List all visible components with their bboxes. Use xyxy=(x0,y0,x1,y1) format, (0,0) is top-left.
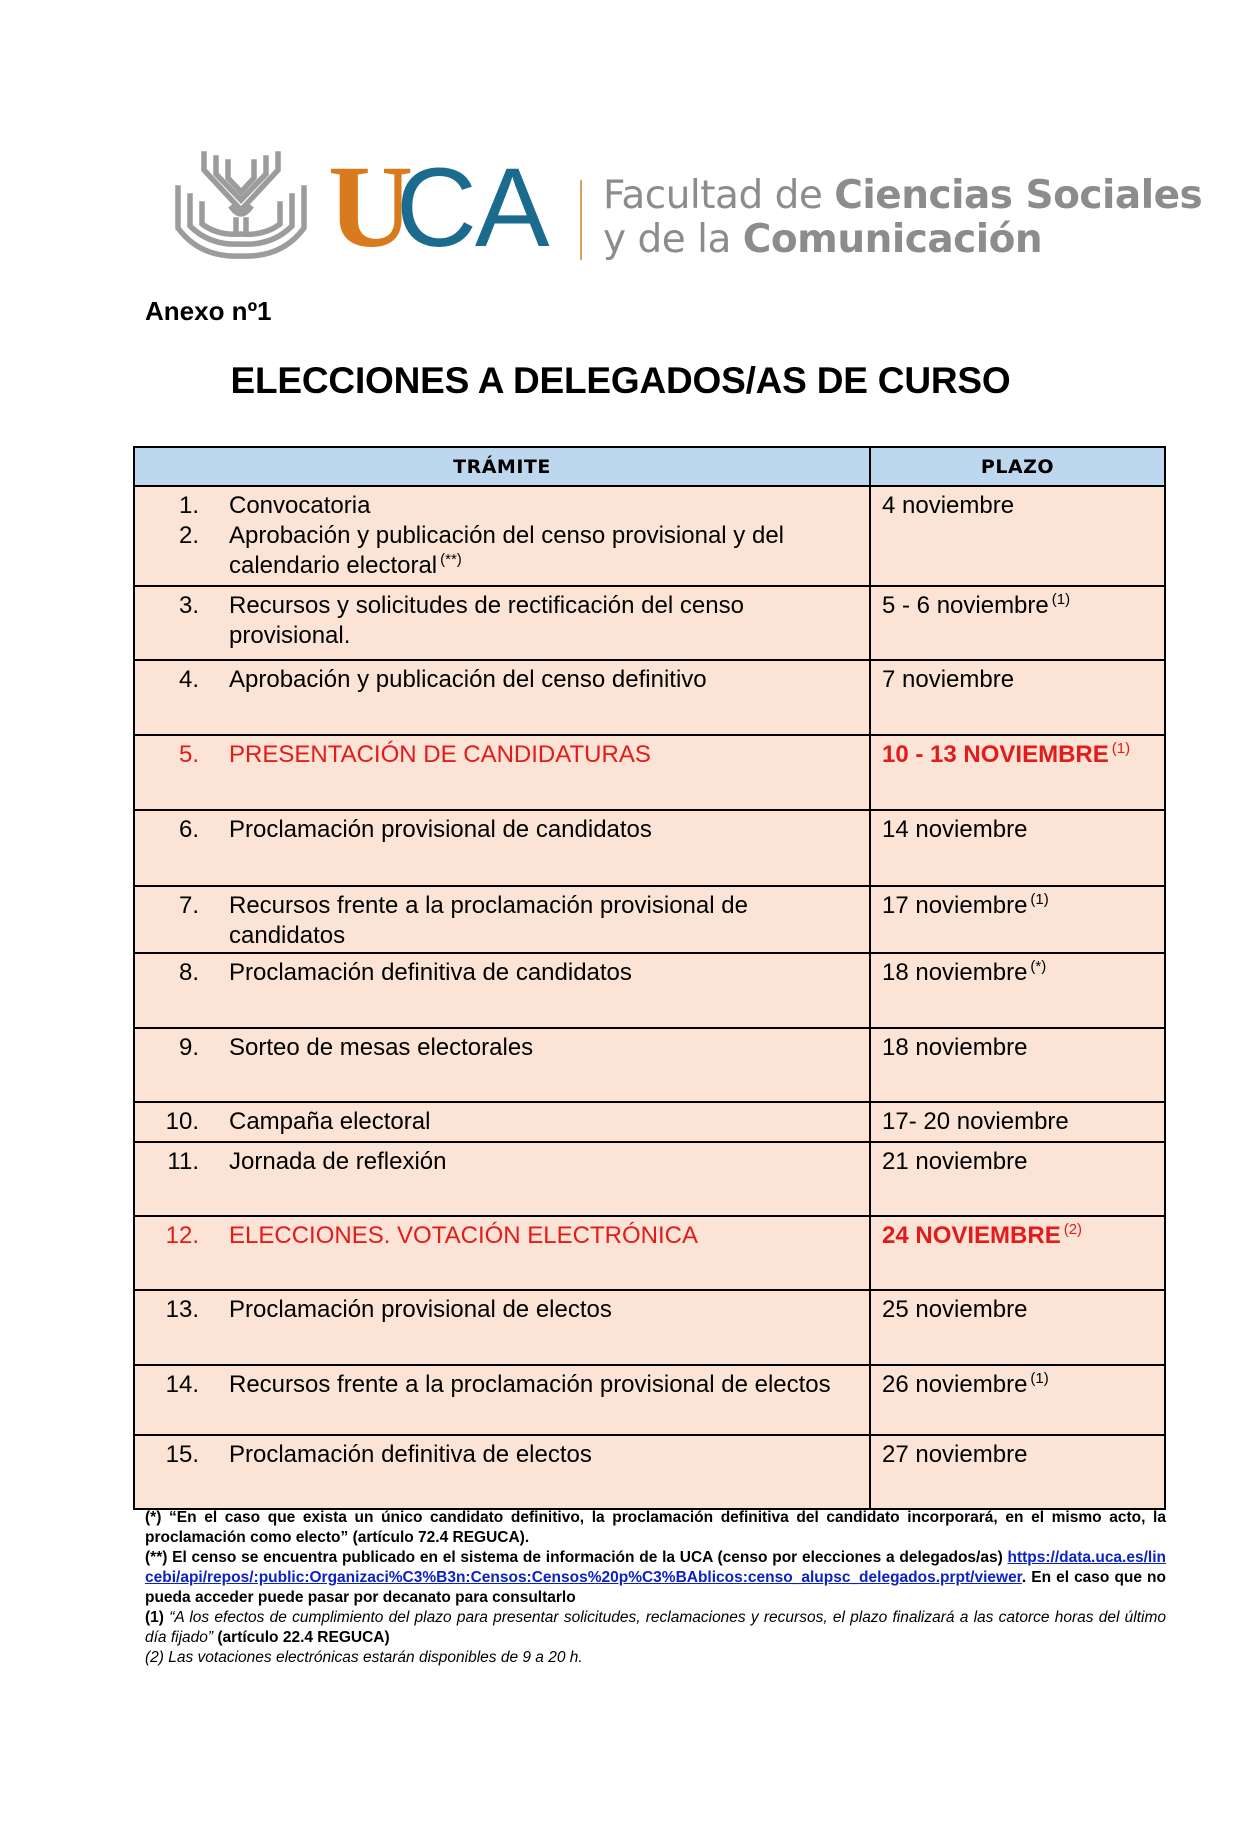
footnote-reference: (1) xyxy=(1030,1370,1049,1387)
step-item xyxy=(135,1291,869,1325)
step-cell xyxy=(135,887,871,952)
deadline xyxy=(871,587,1164,621)
faculty-name xyxy=(603,174,1202,262)
deadline-cell xyxy=(871,1103,1164,1141)
deadline-cell xyxy=(871,1366,1164,1434)
deadline-cell xyxy=(871,1029,1164,1101)
step-description xyxy=(229,740,869,770)
step-item xyxy=(135,736,869,770)
footnote-mark: (1) xyxy=(145,1609,164,1626)
footnote-text: (2) Las votaciones electrónicas estarán disponibles de 9 a 20 h. xyxy=(145,1649,583,1666)
deadline-text: 27 noviembre xyxy=(882,1441,1028,1468)
header-step: TRÁMITE xyxy=(453,455,551,478)
footnote-reference: (*) xyxy=(1030,958,1047,975)
footnote-mark: (**) xyxy=(145,1549,168,1566)
step-item xyxy=(135,487,869,521)
step-text: Campaña electoral xyxy=(229,1108,431,1135)
step-description xyxy=(229,665,869,695)
step-cell xyxy=(135,1029,871,1101)
table-header-row xyxy=(135,448,1164,485)
footnote-reference: (1) xyxy=(1111,740,1131,757)
header-cell-step xyxy=(135,448,871,485)
deadline xyxy=(871,1291,1164,1325)
logo-divider xyxy=(580,180,582,260)
faculty-line2-bold: Comunicación xyxy=(742,217,1043,262)
table-row xyxy=(135,885,1164,952)
deadline-text: 4 noviembre xyxy=(882,492,1015,519)
schedule-table xyxy=(133,446,1166,1510)
deadline xyxy=(871,1436,1164,1470)
deadline-text: 5 - 6 noviembre xyxy=(882,592,1049,619)
step-description xyxy=(229,815,869,845)
faculty-line1-bold: Ciencias Sociales xyxy=(834,173,1203,218)
step-item xyxy=(135,811,869,845)
deadline xyxy=(871,1103,1164,1137)
footnote-text: “En el caso que exista un único candidato definitivo, la proclamación definitiva del candidato incorporará, en el mismo acto, la proclamación como electo” (artículo 72.4 REGUCA). xyxy=(145,1509,1166,1546)
deadline xyxy=(871,1029,1164,1063)
step-text: Proclamación provisional de candidatos xyxy=(229,816,652,843)
footnote-census xyxy=(145,1548,1166,1608)
step-text: Recursos frente a la proclamación provisional de candidatos xyxy=(229,892,748,949)
step-number: 7. xyxy=(178,892,199,919)
census-link[interactable]: https://data.uca.es/lincebi/api/repos/:public:Organizaci%C3%B3n:Censos:Censos%20p%C3%BAblicos:censo_alupsc_delegados.prpt/viewer xyxy=(145,1549,1166,1586)
deadline xyxy=(871,1366,1164,1400)
deadline-cell xyxy=(871,1217,1164,1289)
deadline-text: 7 noviembre xyxy=(882,666,1015,693)
step-text: Proclamación definitiva de electos xyxy=(229,1441,592,1468)
deadline-cell xyxy=(871,811,1164,885)
faculty-line1-light: Facultad de xyxy=(603,173,835,218)
step-text: Aprobación y publicación del censo definitivo xyxy=(229,666,707,693)
step-description xyxy=(229,1221,869,1251)
deadline-cell xyxy=(871,487,1164,585)
step-text: PRESENTACIÓN DE CANDIDATURAS xyxy=(229,741,651,768)
step-item xyxy=(135,1366,869,1400)
footnote-reference: (1) xyxy=(1051,591,1071,608)
uca-emblem-icon xyxy=(170,148,312,264)
step-number: 4. xyxy=(178,666,199,693)
deadline-text: 25 noviembre xyxy=(882,1296,1028,1323)
deadline xyxy=(871,954,1164,988)
table-row xyxy=(135,1215,1164,1289)
step-number: 13. xyxy=(165,1296,199,1323)
step-cell xyxy=(135,1103,871,1141)
uca-emblem-logo xyxy=(170,148,312,264)
step-number: 11. xyxy=(167,1148,199,1175)
deadline-text: 10 - 13 NOVIEMBRE xyxy=(882,741,1109,768)
deadline xyxy=(871,736,1164,770)
table-row xyxy=(135,585,1164,659)
step-number: 9. xyxy=(178,1034,199,1061)
step-description xyxy=(229,491,869,521)
deadline-text: 26 noviembre xyxy=(882,1371,1028,1398)
table-row xyxy=(135,1141,1164,1215)
deadline-cell xyxy=(871,1291,1164,1364)
footnote-quote: “A los efectos de cumplimiento del plazo para presentar solicitudes, reclamaciones y recursos, el plazo finalizará a las catorce horas del último día fijado” xyxy=(145,1609,1166,1646)
step-item xyxy=(135,887,869,951)
step-item xyxy=(135,1103,869,1137)
step-cell xyxy=(135,1291,871,1364)
step-cell xyxy=(135,954,871,1027)
uca-logo-ca: CA xyxy=(396,145,548,270)
step-item xyxy=(135,1143,869,1177)
step-description xyxy=(229,1370,869,1400)
deadline-cell xyxy=(871,661,1164,734)
step-cell xyxy=(135,587,871,659)
step-cell xyxy=(135,1143,871,1215)
annex-label: Anexo nº1 xyxy=(145,296,272,326)
step-text: Proclamación provisional de electos xyxy=(229,1296,612,1323)
table-row xyxy=(135,659,1164,734)
step-description xyxy=(229,1295,869,1325)
table-row xyxy=(135,1027,1164,1101)
deadline-text: 17- 20 noviembre xyxy=(882,1108,1069,1135)
deadline-text: 14 noviembre xyxy=(882,816,1028,843)
deadline-cell xyxy=(871,1143,1164,1215)
step-text: Recursos frente a la proclamación provisional de electos xyxy=(229,1371,831,1398)
deadline xyxy=(871,811,1164,845)
step-number: 14. xyxy=(165,1371,199,1398)
step-description xyxy=(229,1147,869,1177)
footnote-1 xyxy=(145,1608,1166,1648)
step-cell xyxy=(135,487,871,585)
step-cell xyxy=(135,1217,871,1289)
step-cell xyxy=(135,811,871,885)
step-item xyxy=(135,1436,869,1470)
deadline-cell xyxy=(871,954,1164,1027)
footnote-text: El censo se encuentra publicado en el sistema de información de la UCA (censo por elecciones a delegados/as) xyxy=(167,1549,1008,1566)
step-item xyxy=(135,587,869,651)
deadline xyxy=(871,661,1164,695)
step-text: Recursos y solicitudes de rectificación del censo provisional. xyxy=(229,592,744,649)
step-description xyxy=(229,591,869,651)
step-text: Convocatoria xyxy=(229,492,371,519)
deadline-cell xyxy=(871,736,1164,809)
header-cell-deadline xyxy=(871,448,1164,485)
step-description xyxy=(229,891,869,951)
step-cell xyxy=(135,736,871,809)
step-number: 5. xyxy=(178,741,199,768)
step-description xyxy=(229,958,869,988)
step-item xyxy=(135,954,869,988)
step-description xyxy=(229,1033,869,1063)
step-cell xyxy=(135,1366,871,1434)
step-item xyxy=(135,521,869,581)
deadline-cell xyxy=(871,587,1164,659)
step-item xyxy=(135,1217,869,1251)
step-cell xyxy=(135,661,871,734)
step-number: 12. xyxy=(165,1222,199,1249)
deadline-text: 17 noviembre xyxy=(882,892,1028,919)
deadline-text: 18 noviembre xyxy=(882,959,1028,986)
deadline-cell xyxy=(871,887,1164,952)
footnote-2 xyxy=(145,1648,1166,1668)
step-item xyxy=(135,1029,869,1063)
deadline xyxy=(871,487,1164,521)
deadline xyxy=(871,887,1164,921)
footnote-mark: (*) xyxy=(145,1509,162,1526)
footnote-ref: (artículo 22.4 REGUCA) xyxy=(213,1629,390,1646)
table-row xyxy=(135,1101,1164,1141)
deadline-text: 24 NOVIEMBRE xyxy=(882,1222,1061,1249)
deadline-text: 21 noviembre xyxy=(882,1148,1028,1175)
step-description xyxy=(229,1440,869,1470)
faculty-line2-light: y de la xyxy=(603,217,743,262)
footnote-reference: (1) xyxy=(1030,891,1049,908)
step-number: 15. xyxy=(165,1441,199,1468)
step-number: 1. xyxy=(178,492,199,519)
table-row xyxy=(135,1289,1164,1364)
deadline-text: 18 noviembre xyxy=(882,1034,1028,1061)
table-row xyxy=(135,952,1164,1027)
header-deadline: PLAZO xyxy=(980,455,1055,478)
table-row xyxy=(135,809,1164,885)
step-text: Sorteo de mesas electorales xyxy=(229,1034,534,1061)
deadline xyxy=(871,1143,1164,1177)
deadline-cell xyxy=(871,1436,1164,1508)
table-row xyxy=(135,734,1164,809)
table-row xyxy=(135,1434,1164,1508)
step-item xyxy=(135,661,869,695)
document-title: ELECCIONES A DELEGADOS/AS DE CURSO xyxy=(230,360,1011,401)
step-number: 6. xyxy=(178,816,199,843)
step-number: 8. xyxy=(178,959,199,986)
footnotes xyxy=(145,1508,1166,1668)
table-row xyxy=(135,1364,1164,1434)
deadline xyxy=(871,1217,1164,1251)
footnote-reference: (2) xyxy=(1063,1221,1083,1238)
step-text: Proclamación definitiva de candidatos xyxy=(229,959,632,986)
step-number: 3. xyxy=(178,592,199,619)
footnote-single-candidate xyxy=(145,1508,1166,1548)
step-number: 10. xyxy=(165,1108,199,1135)
footnote-reference: (**) xyxy=(440,551,462,568)
step-text: ELECCIONES. VOTACIÓN ELECTRÓNICA xyxy=(229,1222,698,1249)
step-text: Aprobación y publicación del censo provisional y del calendario electoral xyxy=(229,522,784,579)
uca-logo-u: U xyxy=(328,141,412,272)
step-cell xyxy=(135,1436,871,1508)
footnote-text-after: . En el caso que no pueda acceder puede pasar por decanato para consultarlo xyxy=(145,1569,1166,1606)
step-text: Jornada de reflexión xyxy=(229,1148,447,1175)
step-description xyxy=(229,521,869,581)
step-description xyxy=(229,1107,869,1137)
step-number: 2. xyxy=(178,522,199,549)
table-row xyxy=(135,485,1164,585)
